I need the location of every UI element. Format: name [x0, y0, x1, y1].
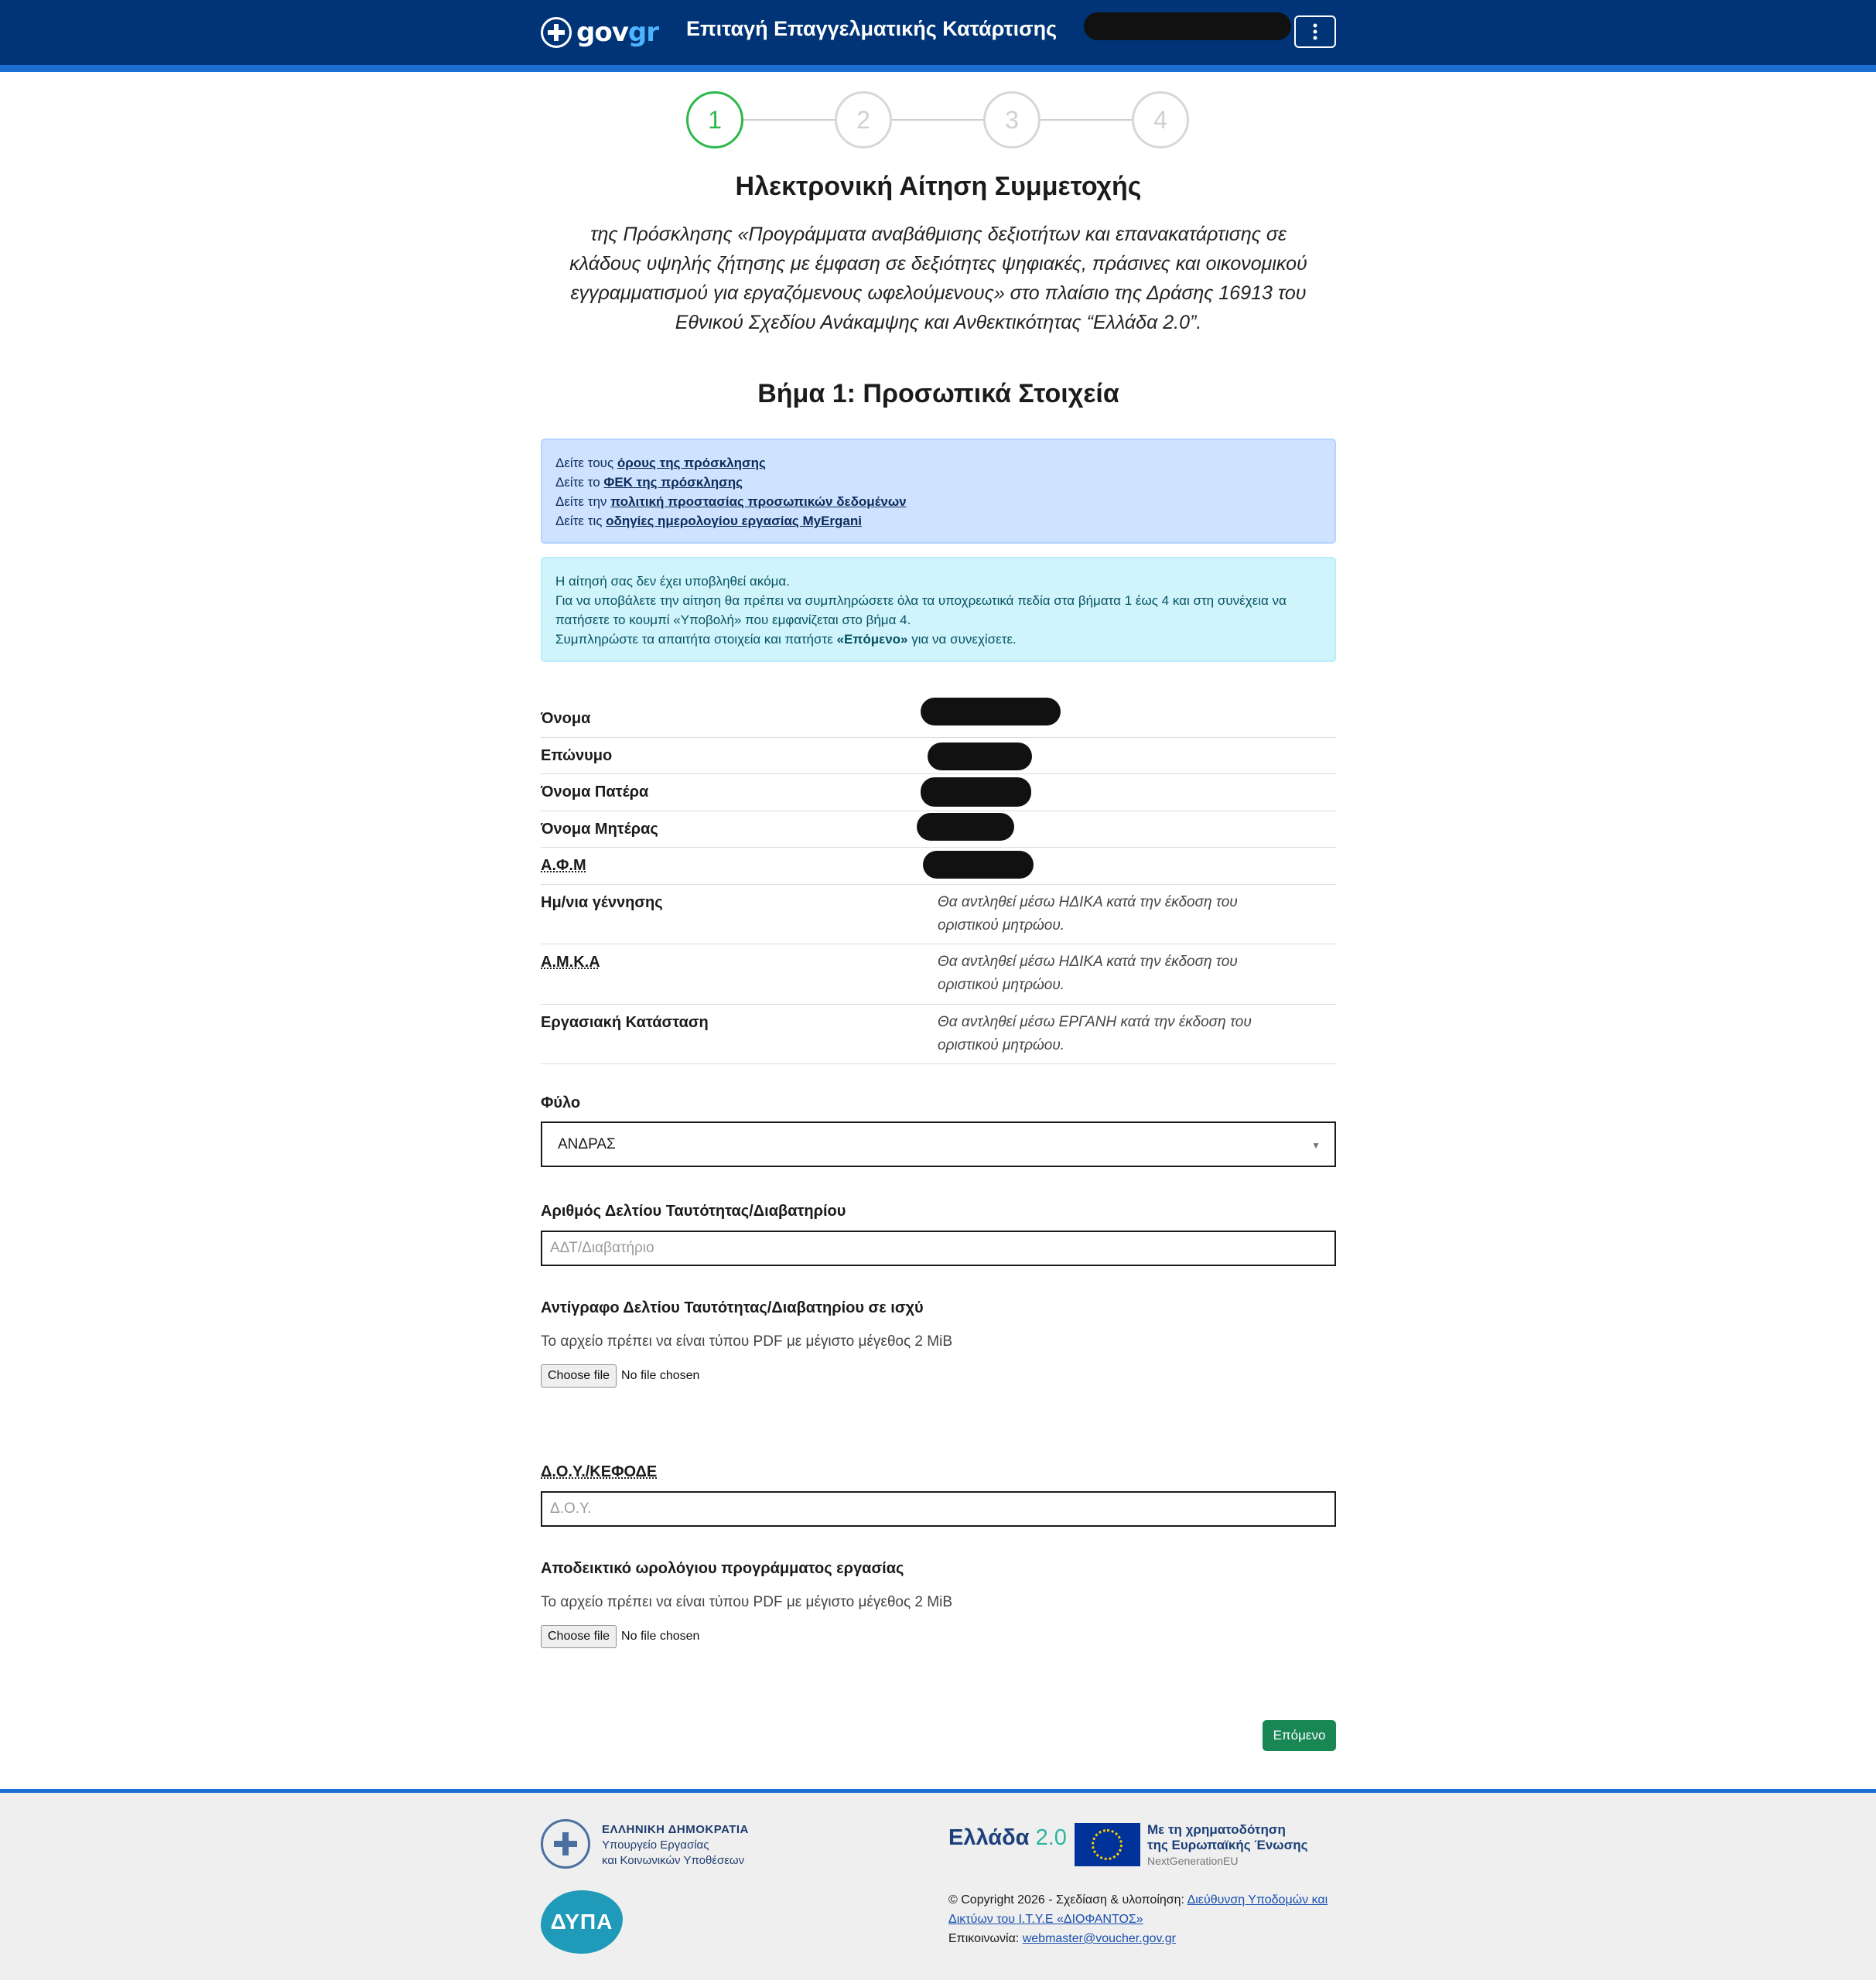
info-link-row: Δείτε τους όρους της πρόσκλησης	[555, 456, 766, 470]
id-copy-label: Αντίγραφο Δελτίου Ταυτότητας/Διαβατηρίου σε ισχύ	[541, 1299, 924, 1316]
id-copy-file-status: No file chosen	[621, 1369, 700, 1382]
info-link-row: Δείτε τις οδηγίες ημερολογίου εργασίας MyErgani	[555, 514, 862, 528]
schedule-file-input	[541, 1625, 699, 1648]
schedule-file-status: No file chosen	[621, 1630, 700, 1643]
schedule-file-hint: Το αρχείο πρέπει να είναι τύπου PDF με μέγιστο μέγεθος 2 MiB	[541, 1594, 952, 1610]
redacted-value	[923, 851, 1034, 879]
copyright-text: © Copyright 2026 - Σχεδίαση & υλοποίηση: Διεύθυνση Υποδομών και Δικτύων του Ι.Τ.Υ.Ε «ΔΙΟΦΑΝΤΟΣ» Επικοινωνία: webmaster@voucher.gov.gr	[948, 1893, 1328, 1945]
info-row-afm: Α.Φ.Μ	[541, 848, 1336, 885]
govgr-logo[interactable]	[541, 15, 658, 50]
step-4: 4	[1132, 91, 1189, 148]
info-row-mother-name: Όνομα Μητέρας	[541, 811, 1336, 848]
dypa-logo: ΔΥΠΑ	[541, 1890, 623, 1954]
caret-down-icon: ▼	[1311, 1140, 1321, 1151]
doy-label: Δ.Ο.Υ./ΚΕΦΟΔΕ	[541, 1463, 658, 1480]
privacy-policy-link[interactable]: πολιτική προστασίας προσωπικών δεδομένων	[610, 494, 907, 509]
id-copy-file-hint: Το αρχείο πρέπει να είναι τύπου PDF με μέγιστο μέγεθος 2 MiB	[541, 1333, 952, 1350]
step-connector	[892, 119, 983, 121]
info-row-father-name: Όνομα Πατέρα	[541, 774, 1336, 811]
redacted-value	[928, 742, 1032, 770]
redacted-value	[921, 777, 1031, 807]
info-row-first-name: Όνομα	[541, 696, 1336, 738]
greece-2-0-logo: Ελλάδα 2.0	[948, 1825, 1067, 1850]
next-button[interactable]: Επόμενο	[1263, 1720, 1336, 1751]
page-title: Ηλεκτρονική Αίτηση Συμμετοχής	[735, 172, 1142, 201]
step-1: 1	[686, 91, 743, 148]
id-number-input[interactable]	[541, 1231, 1336, 1266]
gender-select[interactable]	[541, 1121, 1336, 1167]
app-title[interactable]: Επιταγή Επαγγελματικής Κατάρτισης	[686, 17, 1058, 40]
terms-link[interactable]: όρους της πρόσκλησης	[617, 456, 766, 470]
info-row-last-name: Επώνυμο	[541, 738, 1336, 774]
progress-stepper	[686, 91, 1189, 148]
vertical-dots-icon	[1313, 23, 1317, 40]
info-links-alert	[541, 439, 1336, 544]
diofantos-link[interactable]: Διεύθυνση Υποδομών και Δικτύων του Ι.Τ.Υ.Ε «ΔΙΟΦΑΝΤΟΣ»	[948, 1893, 1328, 1926]
id-number-label: Αριθμός Δελτίου Ταυτότητας/Διαβατηρίου	[541, 1203, 846, 1220]
submission-notice-alert: Η αίτησή σας δεν έχει υποβληθεί ακόμα. Για να υποβάλετε την αίτηση θα πρέπει να συμπληρώσετε όλα τα υποχρεωτικά πεδία στα βήματα 1 έως 4 και στη συνέχεια να πατήσετε το κουμπί «Υποβολή» που εμφανίζεται στο βήμα 4. Συμπληρώστε τα απαιτήτα στοιχεία και πατήστε «Επόμενο» για να συνεχίσετε.	[541, 557, 1336, 662]
info-row-amka: Α.Μ.Κ.Α Θα αντληθεί μέσω ΗΔΙΚΑ κατά την έκδοση του οριστικού μητρώου.	[541, 944, 1336, 1005]
more-menu-button[interactable]	[1294, 15, 1336, 48]
greek-republic-emblem-icon	[541, 1819, 590, 1869]
step-title: Βήμα 1: Προσωπικά Στοιχεία	[757, 379, 1119, 408]
redacted-user-name	[1084, 12, 1291, 40]
redacted-value	[917, 813, 1014, 841]
gender-label: Φύλο	[541, 1094, 581, 1111]
top-header	[0, 0, 1876, 65]
schedule-label: Αποδεικτικό ωρολόγιου προγράμματος εργασίας	[541, 1560, 904, 1577]
step-connector	[743, 119, 835, 121]
fek-link[interactable]: ΦΕΚ της πρόσκλησης	[603, 475, 743, 490]
step-connector	[1041, 119, 1132, 121]
ministry-name: ΕΛΛΗΝΙΚΗ ΔΗΜΟΚΡΑΤΙΑ Υπουργείο Εργασίας και Κοινωνικών Υποθέσεων	[602, 1823, 749, 1867]
schedule-choose-file-button[interactable]: Choose file	[541, 1625, 617, 1648]
eu-funding-text: Με τη χρηματοδότηση της Ευρωπαϊκής Ένωσης NextGenerationEU	[1147, 1822, 1308, 1867]
eu-flag-icon	[1075, 1823, 1140, 1866]
page-subtitle: της Πρόσκλησης «Προγράμματα αναβάθμισης δεξιοτήτων και επανακατάρτισης σε κλάδους υψηλής ζήτησης με έμφαση σε δεξιότητες ψηφιακές, πράσινες και οικονομικού εγγραμματισμού για εργαζόμενους ωφελούμενους» στο πλαίσιο της Δράσης 16913 του Εθνικού Σχεδίου Ανάκαμψης και Ανθεκτικότητας “Ελλάδα 2.0”.	[569, 224, 1307, 333]
info-link-row: Δείτε την πολιτική προστασίας προσωπικών δεδομένων	[555, 494, 907, 509]
footer	[0, 1793, 1876, 1980]
doy-input[interactable]	[541, 1491, 1336, 1527]
logo-gov-text: gov	[576, 17, 628, 48]
id-copy-file-input	[541, 1364, 699, 1388]
myergani-guide-link[interactable]: οδηγίες ημερολογίου εργασίας MyErgani	[606, 514, 862, 528]
header-stripe	[0, 65, 1876, 72]
step-3: 3	[983, 91, 1041, 148]
info-row-birth-date: Ημ/νια γέννησης Θα αντληθεί μέσω ΗΔΙΚΑ κατά την έκδοση του οριστικού μητρώου.	[541, 885, 1336, 944]
personal-info-table	[541, 696, 1336, 1064]
redacted-value	[921, 698, 1061, 725]
id-copy-choose-file-button[interactable]: Choose file	[541, 1364, 617, 1388]
contact-email-link[interactable]: webmaster@voucher.gov.gr	[1022, 1932, 1176, 1945]
info-link-row: Δείτε το ΦΕΚ της πρόσκλησης	[555, 475, 743, 490]
step-2: 2	[835, 91, 892, 148]
info-row-employment-status: Εργασιακή Κατάσταση Θα αντληθεί μέσω ΕΡΓΑΝΗ κατά την έκδοση του οριστικού μητρώου.	[541, 1005, 1336, 1064]
gender-selected-value: ΑΝΔΡΑΣ	[558, 1135, 616, 1152]
logo-gr-text: gr	[627, 17, 658, 48]
greek-emblem-icon	[541, 17, 572, 48]
